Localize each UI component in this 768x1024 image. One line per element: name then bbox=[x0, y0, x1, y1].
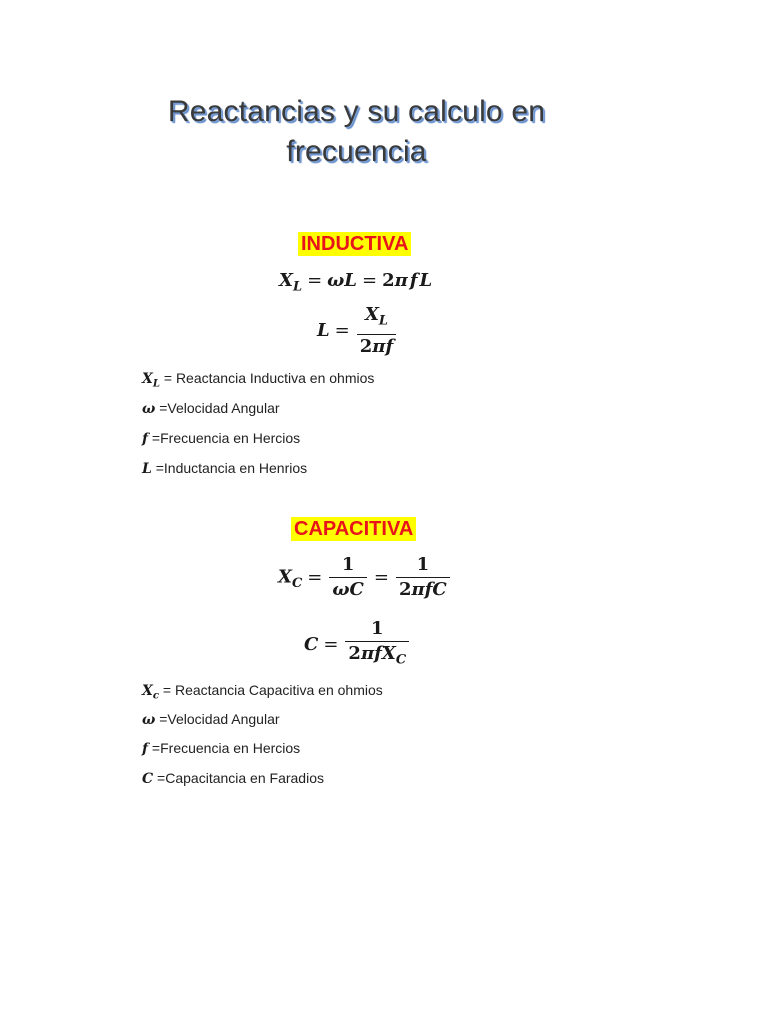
def-inductance: L =Inductancia en Henrios bbox=[142, 460, 308, 477]
def-capacitive-reactance: $X_c$ = Reactancia Capacitiva en ohmios bbox=[142, 682, 383, 702]
def-frequency-cap: f =Frecuencia en Hercios bbox=[142, 740, 301, 757]
capacitive-reactance-formula: $X_C$ = $\frac{1}{\omega C}$ = $\frac{1}{\text{2πfC}}$ bbox=[278, 554, 452, 601]
capacitance-formula: C = $\frac{1}{2\pi fX_C}$ bbox=[304, 618, 411, 672]
def-frequency: f =Frecuencia en Hercios bbox=[142, 430, 301, 447]
def-angular-velocity: ω =Velocidad Angular bbox=[142, 400, 280, 417]
def-capacitance: C =Capacitancia en Faradios bbox=[142, 770, 324, 787]
inductiva-heading: INDUCTIVA bbox=[298, 232, 411, 256]
def-inductive-reactance: $X_L$ = Reactancia Inductiva en ohmios bbox=[142, 370, 375, 390]
page-title-line-1: Reactancias y su calculo en bbox=[167, 95, 546, 128]
capacitiva-heading: CAPACITIVA bbox=[291, 517, 416, 541]
inductance-formula: L = $\frac{X_L}{2\pi f}$ bbox=[317, 304, 398, 358]
inductive-reactance-formula: $X_L = \omega L = 2\pi$ f L bbox=[279, 270, 433, 295]
def-angular-velocity-cap: ω =Velocidad Angular bbox=[142, 711, 280, 728]
page-title-line-2: frecuencia bbox=[286, 135, 427, 168]
